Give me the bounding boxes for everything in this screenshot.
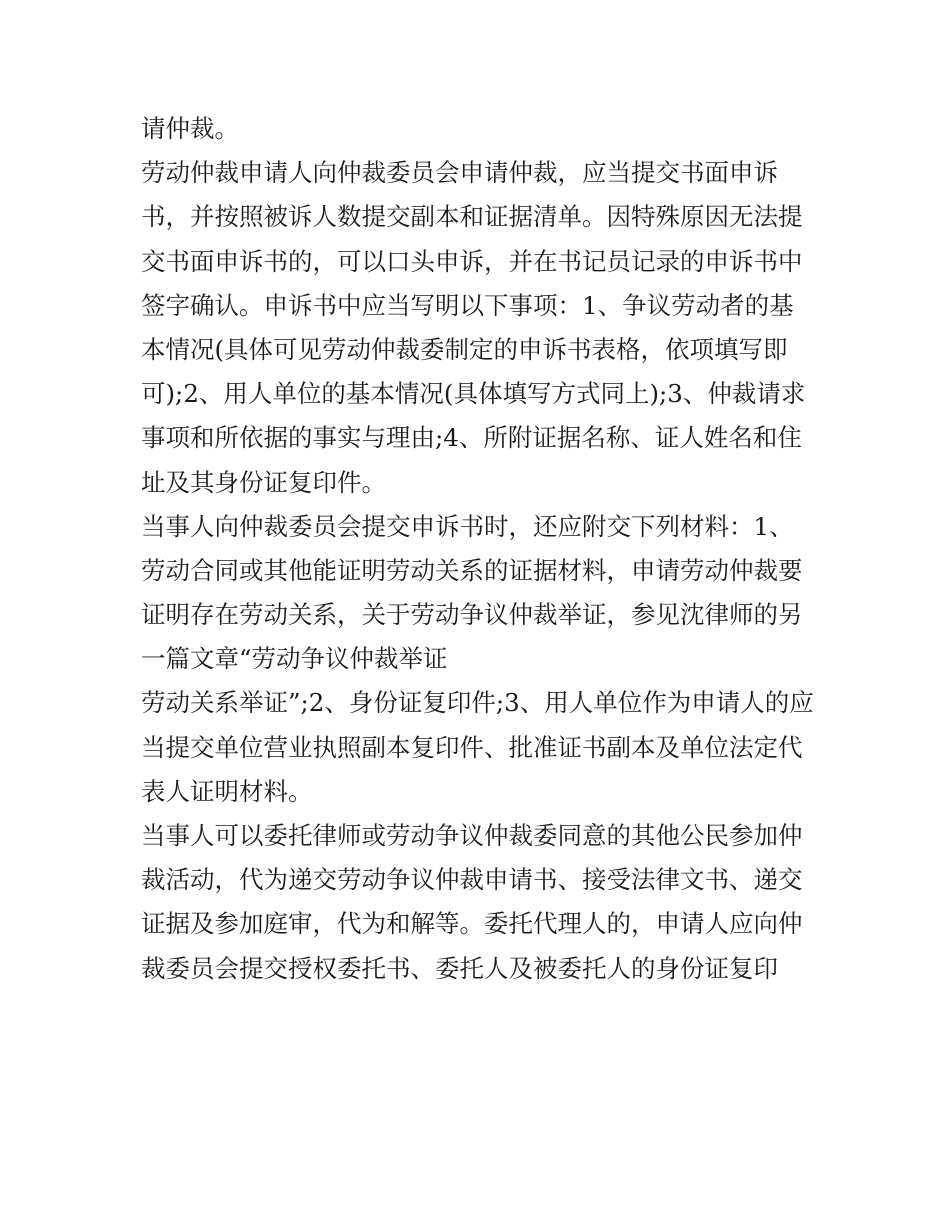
text-line: 书，并按照被诉人数提交副本和证据清单。因特殊原因无法提 (141, 202, 803, 232)
text-line: 事项和所依据的事实与理由;4、所附证据名称、证人姓名和住 (141, 423, 802, 453)
text-line: 址及其身份证复印件。 (141, 467, 386, 497)
text-line: 裁委员会提交授权委托书、委托人及被委托人的身份证复印 (141, 953, 778, 983)
text-line: 当事人可以委托律师或劳动争议仲裁委同意的其他公民参加仲 (141, 821, 803, 850)
text-line: 裁活动，代为递交劳动争议仲裁申请书、接受法律文书、递交 (141, 865, 803, 895)
text-line: 一篇文章“劳动争议仲裁举证 (141, 644, 448, 674)
text-line: 劳动仲裁申请人向仲裁委员会申请仲裁，应当提交书面申诉 (141, 158, 778, 188)
text-line: 证明存在劳动关系，关于劳动争议仲裁举证，参见沈律师的另 (141, 600, 803, 630)
text-line: 证据及参加庭审，代为和解等。委托代理人的，申请人应向仲 (141, 909, 803, 939)
text-line: 当提交单位营业执照副本复印件、批准证书副本及单位法定代 (141, 732, 803, 762)
text-line: 当事人向仲裁委员会提交申诉书时，还应附交下列材料：1、 (141, 511, 794, 541)
text-line: 签字确认。申诉书中应当写明以下事项：1、争议劳动者的基 (141, 290, 794, 320)
text-line: 劳动合同或其他能证明劳动关系的证据材料，申请劳动仲裁要 (141, 555, 803, 585)
text-line: 表人证明材料。 (141, 776, 313, 806)
document-body (141, 107, 821, 991)
text-line: 可);2、用人单位的基本情况(具体填写方式同上);3、仲裁请求 (141, 379, 806, 409)
text-line: 劳动关系举证”;2、身份证复印件;3、用人单位作为申请人的应 (141, 688, 814, 718)
text-line: 本情况(具体可见劳动仲裁委制定的申诉书表格，依项填写即 (141, 334, 788, 364)
text-line: 交书面申诉书的，可以口头申诉，并在书记员记录的申诉书中 (141, 246, 803, 276)
text-line: 请仲裁。 (141, 114, 239, 143)
